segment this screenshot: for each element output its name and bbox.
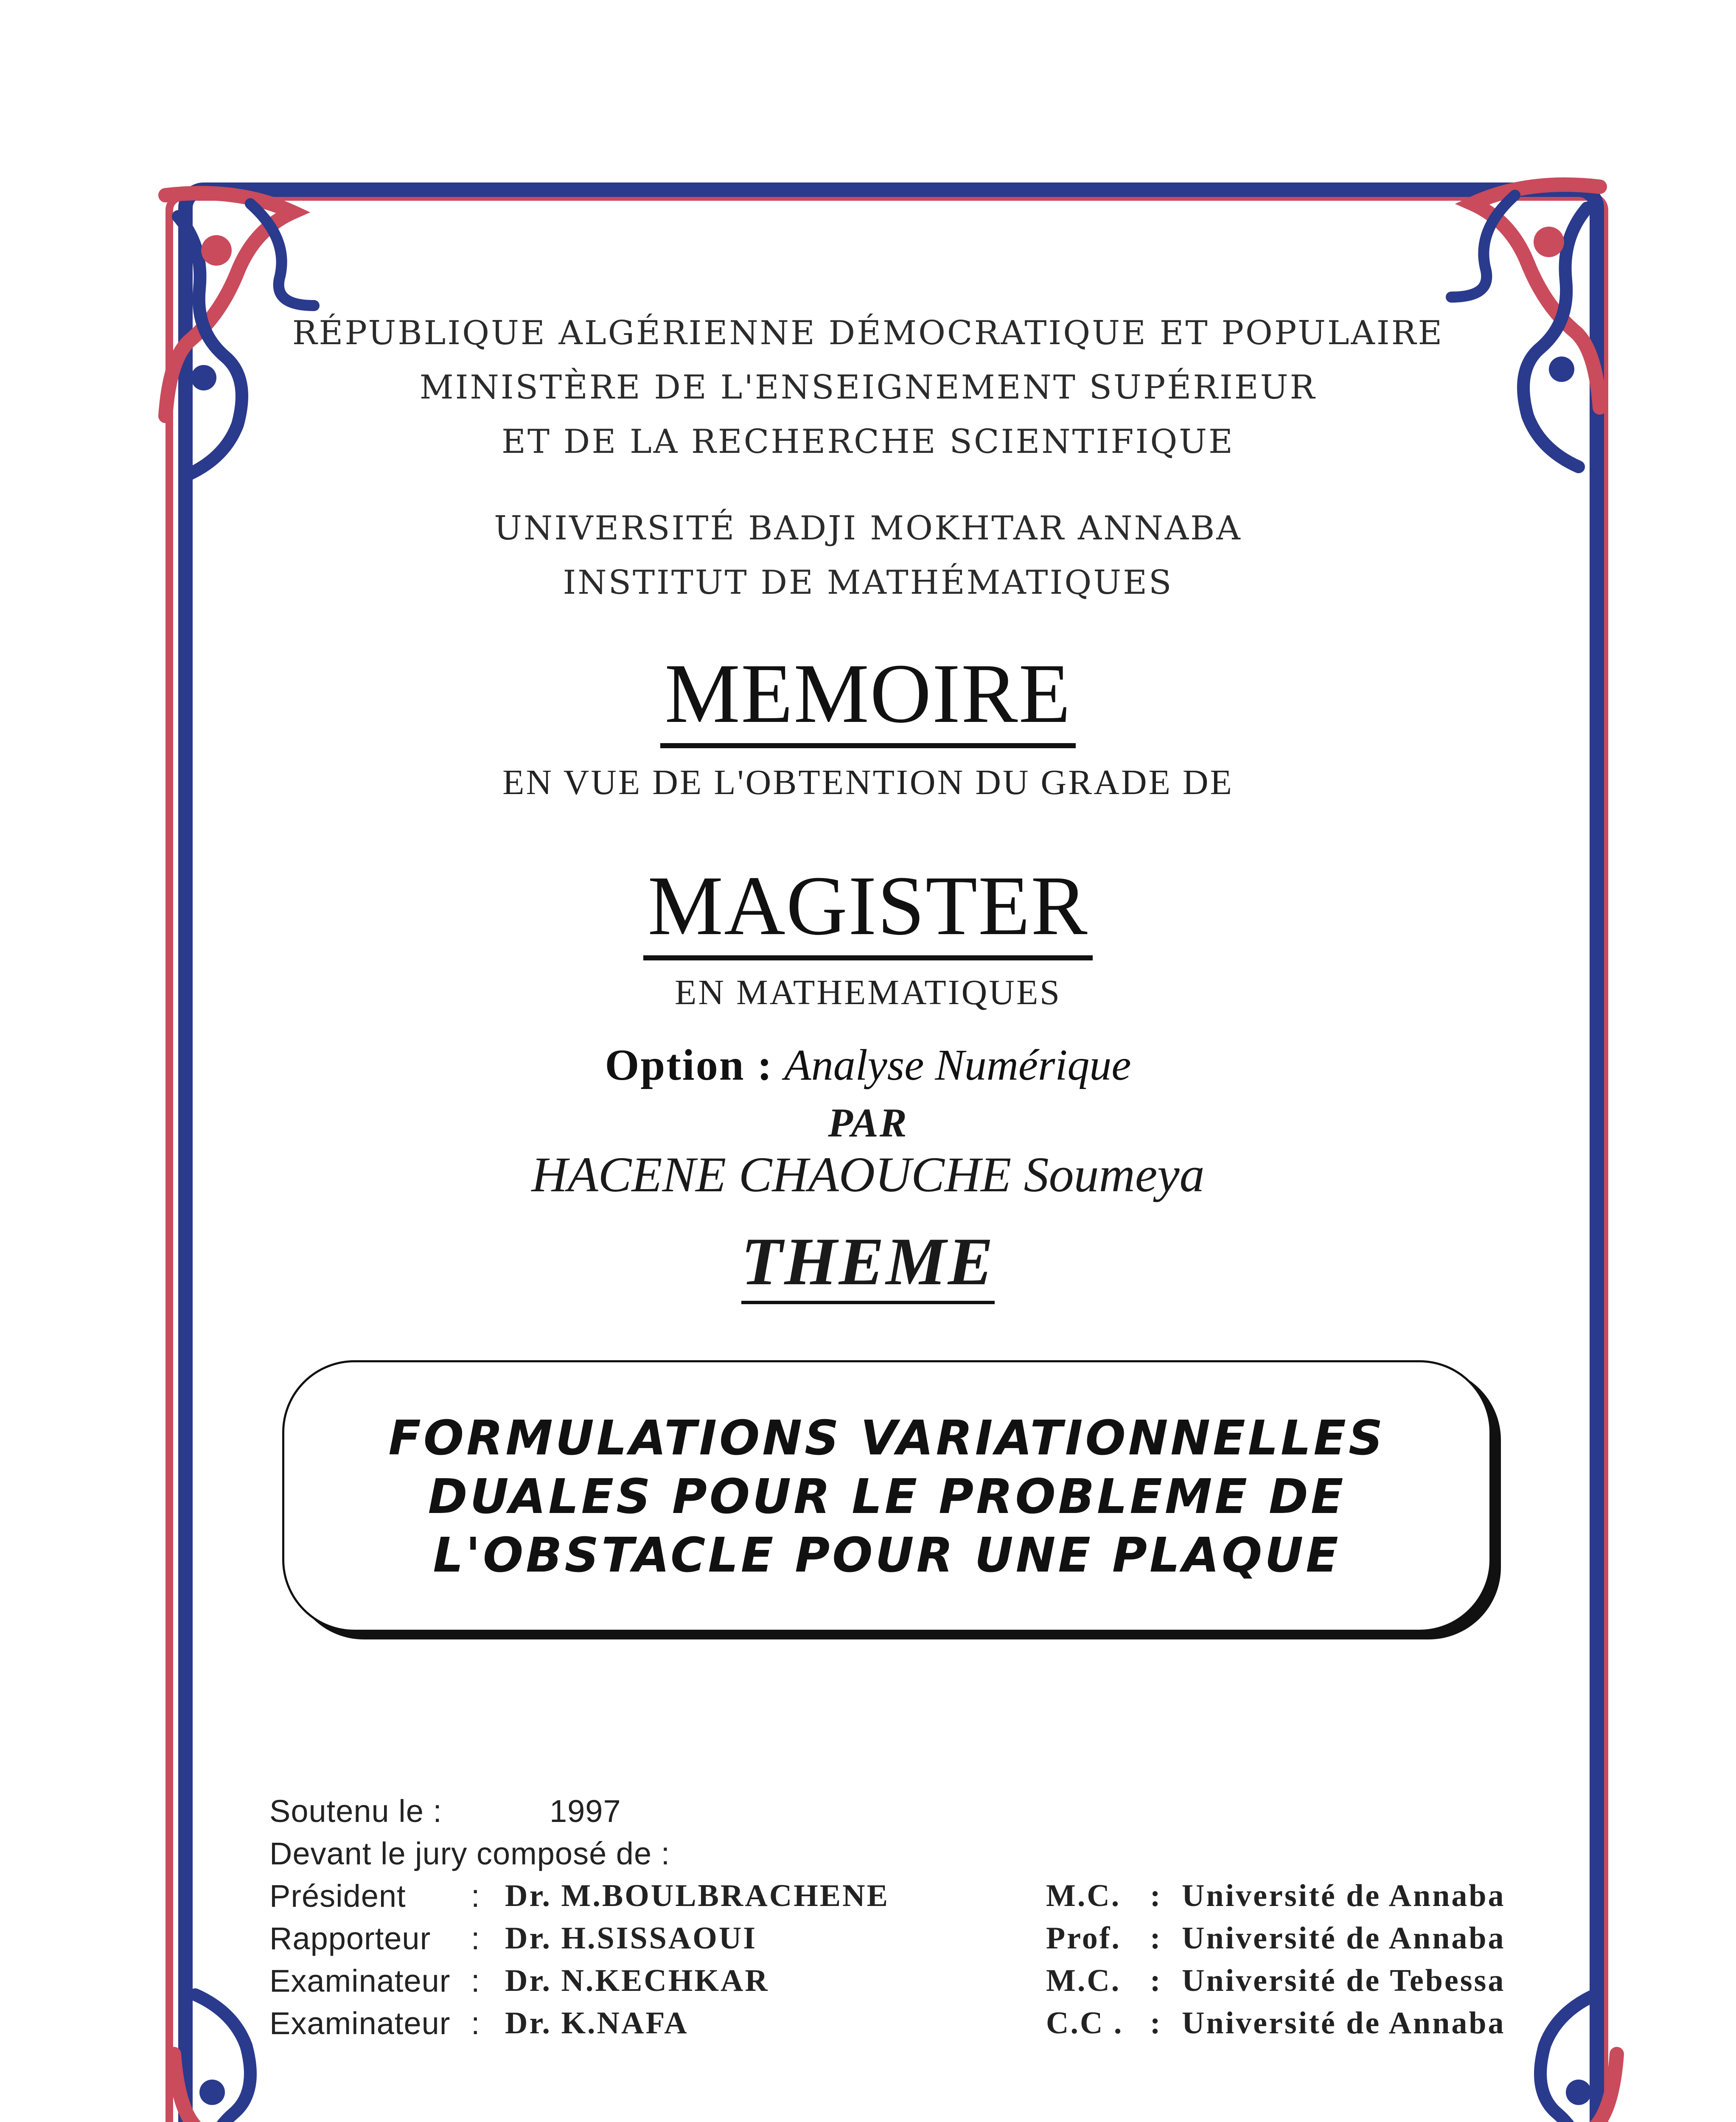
option-line xyxy=(0,1040,1736,1090)
jury-intro: Devant le jury composé de : xyxy=(269,1836,670,1871)
jury-separator: : xyxy=(471,2006,480,2041)
header-ministry-cont: ET DE LA RECHERCHE SCIENTIFIQUE xyxy=(502,423,1234,461)
degree-field: EN MATHEMATIQUES xyxy=(675,973,1061,1012)
jury-institution: Université de Tebessa xyxy=(1182,1963,1506,1998)
jury-institution: Université de Annaba xyxy=(1182,2006,1506,2041)
jury-role: Président xyxy=(269,1878,406,1914)
theme-title-line-1: FORMULATIONS VARIATIONNELLES xyxy=(388,1411,1385,1466)
option-label: Option : xyxy=(605,1041,774,1089)
jury-role: Examinateur xyxy=(269,1963,451,1998)
header-republic: RÉPUBLIQUE ALGÉRIENNE DÉMOCRATIQUE ET POPULAIRE xyxy=(292,314,1444,352)
option-value: Analyse Numérique xyxy=(784,1041,1131,1089)
defended-year: 1997 xyxy=(550,1794,621,1829)
header-ministry: MINISTÈRE DE L'ENSEIGNEMENT SUPÉRIEUR xyxy=(419,368,1317,407)
jury-name: Dr. M.BOULBRACHENE xyxy=(505,1878,889,1913)
header-institute: INSTITUT DE MATHÉMATIQUES xyxy=(563,564,1173,602)
jury-separator: : xyxy=(1150,1921,1162,1956)
jury-separator: : xyxy=(1150,1878,1162,1913)
theme-label: THEME xyxy=(0,1222,1736,1301)
jury-institution: Université de Annaba xyxy=(1182,1878,1506,1913)
author-name: HACENE CHAOUCHE Soumeya xyxy=(531,1147,1205,1202)
header-university: UNIVERSITÉ BADJI MOKHTAR ANNABA xyxy=(494,509,1242,547)
by-label: PAR xyxy=(828,1100,908,1145)
theme-title-line-3: L'OBSTACLE POUR UNE PLAQUE xyxy=(433,1528,1341,1583)
jury-grade: M.C. xyxy=(1046,1878,1121,1913)
jury-separator: : xyxy=(1150,2006,1162,2041)
jury-separator: : xyxy=(471,1921,480,1956)
degree-title: MAGISTER xyxy=(0,857,1736,954)
jury-name: Dr. K.NAFA xyxy=(505,2006,689,2041)
defended-label: Soutenu le : xyxy=(269,1794,442,1829)
jury-grade: M.C. xyxy=(1046,1963,1121,1998)
jury-role: Rapporteur xyxy=(269,1921,431,1956)
jury-institution: Université de Annaba xyxy=(1182,1921,1506,1956)
jury-role: Examinateur xyxy=(269,2006,451,2041)
theme-title-line-2: DUALES POUR LE PROBLEME DE xyxy=(428,1469,1346,1524)
jury-name: Dr. N.KECHKAR xyxy=(505,1963,769,1998)
jury-name: Dr. H.SISSAOUI xyxy=(505,1921,757,1956)
jury-separator: : xyxy=(471,1963,480,1998)
theme-title xyxy=(282,1409,1492,1585)
document-purpose: EN VUE DE L'OBTENTION DU GRADE DE xyxy=(502,763,1234,802)
jury-separator: : xyxy=(1150,1963,1162,1998)
jury-grade: C.C . xyxy=(1046,2006,1124,2041)
jury-separator: : xyxy=(471,1878,480,1914)
document-type: MEMOIRE xyxy=(0,645,1736,742)
jury-grade: Prof. xyxy=(1046,1921,1121,1956)
